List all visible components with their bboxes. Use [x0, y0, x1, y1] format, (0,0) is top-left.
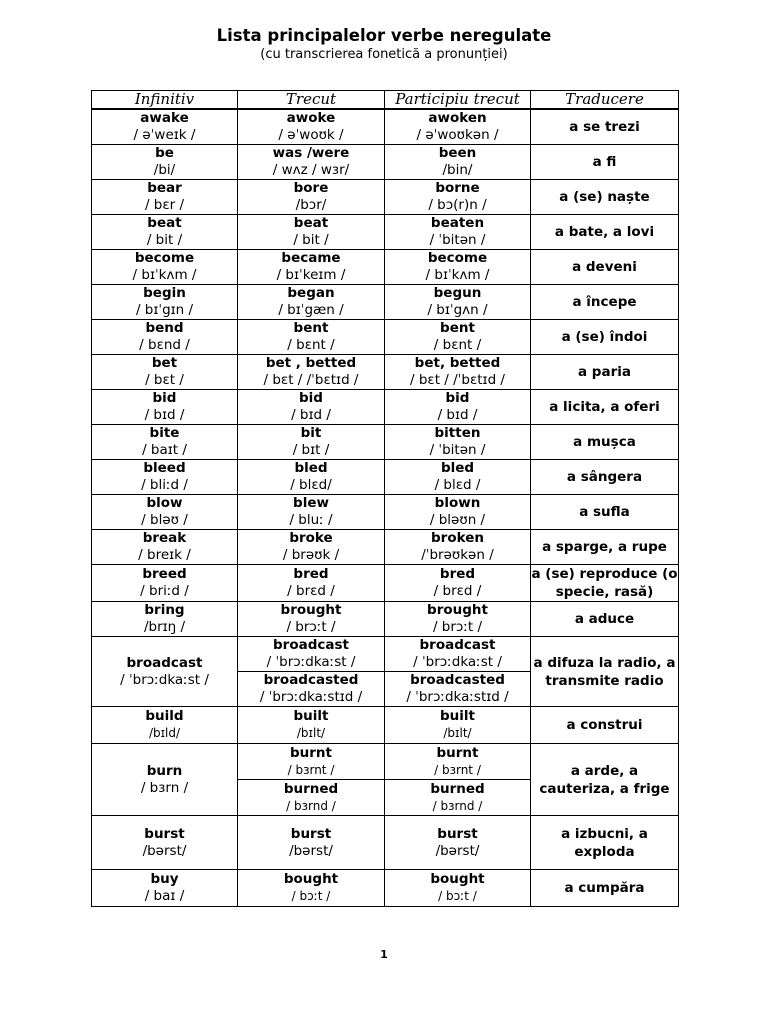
irregular-verbs-table — [91, 90, 679, 907]
verb-phonetic: / bləʊn / — [429, 512, 486, 528]
verb-word: beat — [293, 215, 329, 231]
cell-translation: a începe — [531, 285, 679, 320]
verb-word: begin — [143, 285, 186, 301]
verb-phonetic: / brəʊk / — [282, 547, 340, 563]
cell-infinitive — [92, 145, 238, 180]
cell-participle — [385, 109, 531, 145]
table-row — [92, 602, 679, 637]
cell-infinitive — [92, 390, 238, 425]
verb-word: been — [438, 145, 477, 161]
page-number: 1 — [380, 948, 388, 961]
verb-phonetic: / bɔ(r)n / — [428, 197, 487, 213]
table-row — [92, 355, 679, 390]
cell-past — [238, 780, 385, 816]
verb-phonetic: / bɛt / /ˈbɛtɪd / — [263, 372, 359, 388]
header-past-participle: Participiu trecut — [385, 91, 531, 110]
cell-translation: a sparge, a rupe — [531, 530, 679, 565]
verb-word: bite — [149, 425, 180, 441]
verb-word: beaten — [430, 215, 485, 231]
verb-word: bent — [293, 320, 329, 336]
cell-translation: a se trezi — [531, 109, 679, 145]
page-title: Lista principalelor verbe neregulate — [216, 26, 552, 45]
table-row — [92, 320, 679, 355]
verb-phonetic: / bɜrnt / — [287, 762, 335, 777]
verb-word: broadcast — [126, 654, 203, 671]
cell-infinitive — [92, 180, 238, 215]
cell-participle — [385, 870, 531, 907]
table-row — [92, 565, 679, 602]
verb-word: burnt — [436, 744, 479, 761]
verb-phonetic: / bɪˈgæn / — [278, 302, 344, 318]
verb-phonetic: / bɪˈgɪn / — [135, 302, 194, 318]
verb-phonetic: / əˈwoʊkən / — [416, 127, 499, 143]
verb-phonetic: /ˈbrəʊkən / — [421, 547, 494, 563]
cell-infinitive — [92, 285, 238, 320]
verb-word: built — [440, 708, 475, 724]
cell-participle — [385, 565, 531, 602]
verb-phonetic: /bərst/ — [142, 842, 187, 859]
verb-word: bought — [430, 871, 485, 887]
verb-phonetic: / bliːd / — [141, 477, 188, 493]
verb-phonetic: /bərst/ — [289, 842, 333, 859]
cell-infinitive — [92, 870, 238, 907]
verb-phonetic: / bɛnt / — [433, 337, 482, 353]
verb-phonetic: / bɛr / — [144, 197, 185, 213]
verb-phonetic: / əˈwoʊk / — [278, 127, 344, 143]
verb-word: become — [427, 250, 488, 266]
cell-translation: a deveni — [531, 250, 679, 285]
verb-phonetic: / brɛd / — [433, 583, 482, 599]
cell-past — [238, 425, 385, 460]
cell-translation: a arde, a cauteriza, a frige — [531, 744, 679, 816]
table-row — [92, 425, 679, 460]
verb-word: blown — [434, 495, 481, 511]
cell-translation: a paria — [531, 355, 679, 390]
verb-word: burst — [144, 825, 185, 842]
verb-phonetic: / bɛt / — [145, 372, 184, 388]
cell-past — [238, 495, 385, 530]
verb-phonetic: / baɪt / — [142, 442, 187, 458]
header-translation: Traducere — [531, 91, 679, 110]
header-infinitive: Infinitiv — [92, 91, 238, 110]
verb-word: broadcasted — [410, 672, 505, 688]
verb-word: broadcasted — [263, 672, 359, 688]
verb-word: broke — [289, 530, 333, 546]
verb-word: bid — [299, 390, 323, 406]
verb-phonetic: / blɛd/ — [290, 477, 332, 493]
verb-word: bought — [283, 871, 339, 887]
cell-past — [238, 460, 385, 495]
verb-phonetic: / bɔːt / — [291, 889, 331, 903]
cell-participle — [385, 180, 531, 215]
cell-participle — [385, 425, 531, 460]
table-row — [92, 250, 679, 285]
verb-phonetic: / bɪˈgʌn / — [427, 302, 488, 318]
cell-infinitive — [92, 637, 238, 707]
cell-past — [238, 355, 385, 390]
verb-word: awoke — [286, 110, 336, 126]
verb-word: awake — [140, 110, 189, 126]
cell-past — [238, 109, 385, 145]
table-row-build — [92, 707, 679, 744]
cell-translation: a izbucni, a exploda — [531, 816, 679, 870]
cell-translation: a mușca — [531, 425, 679, 460]
verb-word: bet, betted — [414, 355, 501, 371]
cell-translation: a (se) îndoi — [531, 320, 679, 355]
verb-phonetic: /bərst/ — [435, 842, 480, 859]
verb-word: bleed — [143, 460, 186, 476]
table-row — [92, 145, 679, 180]
verb-phonetic: / əˈweɪk / — [133, 127, 196, 143]
page-subtitle: (cu transcrierea fonetică a pronunției) — [260, 47, 508, 62]
cell-past — [238, 145, 385, 180]
cell-participle — [385, 320, 531, 355]
verb-phonetic: / bɜrnd / — [432, 798, 483, 813]
verb-word: burst — [437, 825, 478, 842]
cell-participle — [385, 215, 531, 250]
table-row-broadcast — [92, 637, 679, 672]
cell-infinitive — [92, 460, 238, 495]
verb-word: break — [142, 530, 187, 546]
verb-word: broadcast — [419, 637, 496, 653]
verb-word: bled — [440, 460, 475, 476]
verb-phonetic: / brɔːt / — [286, 619, 336, 635]
cell-infinitive — [92, 816, 238, 870]
verb-phonetic: / bɜrn / — [140, 779, 189, 796]
verb-word: bred — [293, 566, 329, 582]
verb-word: be — [155, 145, 174, 161]
table-row — [92, 495, 679, 530]
cell-participle — [385, 495, 531, 530]
verb-phonetic: / bɜrnd / — [286, 798, 336, 813]
verb-word: blew — [293, 495, 329, 511]
verb-phonetic: / brɛd / — [287, 583, 335, 599]
verb-word: built — [293, 708, 329, 724]
verb-phonetic: / ˈbrɔːdkaːstɪd / — [259, 689, 363, 705]
cell-infinitive — [92, 744, 238, 816]
cell-infinitive — [92, 215, 238, 250]
cell-participle — [385, 145, 531, 180]
verb-phonetic: / ˈbitən / — [429, 442, 486, 458]
cell-past — [238, 816, 385, 870]
cell-participle — [385, 460, 531, 495]
verb-phonetic: / blɛd / — [434, 477, 481, 493]
cell-past — [238, 602, 385, 637]
cell-past — [238, 707, 385, 744]
cell-past — [238, 565, 385, 602]
verb-phonetic: /bɪld/ — [148, 726, 181, 740]
table-row — [92, 460, 679, 495]
verb-word: bet , betted — [265, 355, 357, 371]
verb-phonetic: / ˈbitən / — [429, 232, 486, 248]
cell-translation: a construi — [531, 707, 679, 744]
header-past: Trecut — [238, 91, 385, 110]
cell-infinitive — [92, 707, 238, 744]
verb-word: bid — [445, 390, 470, 406]
cell-participle — [385, 707, 531, 744]
cell-past — [238, 390, 385, 425]
verb-phonetic: / ˈbrɔːdkaːst / — [266, 654, 356, 670]
cell-translation: a fi — [531, 145, 679, 180]
cell-participle — [385, 355, 531, 390]
cell-past — [238, 870, 385, 907]
table-row-burst — [92, 816, 679, 870]
verb-word: bet — [151, 355, 178, 371]
cell-participle — [385, 816, 531, 870]
verb-phonetic: / bit / — [293, 232, 329, 248]
cell-past — [238, 250, 385, 285]
cell-translation: a cumpăra — [531, 870, 679, 907]
verb-word: bitten — [434, 425, 481, 441]
cell-translation: a licita, a oferi — [531, 390, 679, 425]
cell-participle — [385, 602, 531, 637]
cell-past — [238, 530, 385, 565]
verb-word: burned — [283, 780, 339, 797]
cell-translation: a difuza la radio, a transmite radio — [531, 637, 679, 707]
cell-translation: a aduce — [531, 602, 679, 637]
verb-phonetic: / bɪt / — [292, 442, 330, 458]
verb-word: burn — [146, 762, 183, 779]
verb-phonetic: / breɪk / — [138, 547, 191, 563]
verb-word: bear — [147, 180, 182, 196]
verb-phonetic: / briːd / — [140, 583, 189, 599]
cell-infinitive — [92, 250, 238, 285]
cell-infinitive — [92, 530, 238, 565]
cell-past — [238, 637, 385, 672]
verb-phonetic: / ˈbrɔːdkaːst / — [413, 654, 502, 670]
cell-infinitive — [92, 602, 238, 637]
cell-translation: a sufla — [531, 495, 679, 530]
verb-word: become — [134, 250, 195, 266]
verb-phonetic: / wʌz / wɜr/ — [272, 162, 350, 178]
table-row — [92, 109, 679, 145]
verb-word: bend — [145, 320, 184, 336]
cell-translation: a (se) naște — [531, 180, 679, 215]
table-row — [92, 180, 679, 215]
cell-past — [238, 215, 385, 250]
verb-word: blow — [146, 495, 183, 511]
verb-word: became — [281, 250, 341, 266]
cell-translation: a sângera — [531, 460, 679, 495]
verb-phonetic: /bi/ — [153, 162, 176, 178]
verb-phonetic: /bin/ — [442, 162, 473, 178]
verb-phonetic: / bɔːt / — [438, 889, 477, 903]
cell-participle — [385, 637, 531, 672]
verb-word: was /were — [272, 145, 350, 161]
verb-word: brought — [427, 602, 488, 618]
cell-past — [238, 744, 385, 780]
verb-phonetic: / bluː / — [289, 512, 333, 528]
cell-past — [238, 285, 385, 320]
table-row — [92, 285, 679, 320]
verb-phonetic: / baɪ / — [144, 888, 185, 904]
table-header-row — [92, 91, 679, 110]
verb-phonetic: /bɔr/ — [295, 197, 327, 213]
verb-phonetic: / bləʊ / — [141, 512, 188, 528]
cell-infinitive — [92, 320, 238, 355]
cell-translation: a bate, a lovi — [531, 215, 679, 250]
verb-word: burned — [430, 780, 485, 797]
verb-word: began — [287, 285, 335, 301]
verb-word: bore — [293, 180, 329, 196]
verb-word: beat — [147, 215, 182, 231]
verb-word: brought — [280, 602, 342, 618]
verb-word: broadcast — [273, 637, 349, 653]
cell-infinitive — [92, 355, 238, 390]
cell-past — [238, 320, 385, 355]
verb-phonetic: / bɛnd / — [139, 337, 190, 353]
verb-word: bred — [439, 566, 476, 582]
cell-translation: a (se) reproduce (o specie, rasă) — [531, 566, 678, 600]
cell-participle — [385, 672, 531, 707]
verb-phonetic: / ˈbrɔːdkaːstɪd / — [406, 689, 509, 705]
cell-infinitive — [92, 109, 238, 145]
verb-phonetic: / ˈbrɔːdkaːst / — [120, 671, 209, 688]
table-row-buy — [92, 870, 679, 907]
verb-word: bent — [440, 320, 475, 336]
verb-phonetic: / bɛt / /ˈbɛtɪd / — [410, 372, 505, 388]
table-row — [92, 390, 679, 425]
verb-word: bit — [300, 425, 322, 441]
cell-participle — [385, 390, 531, 425]
verb-phonetic: / bit / — [146, 232, 183, 248]
cell-participle — [385, 780, 531, 816]
verb-word: burnt — [290, 744, 332, 761]
table-row-burn — [92, 744, 679, 780]
verb-word: broken — [431, 530, 484, 546]
table-row — [92, 530, 679, 565]
verb-phonetic: / bɪˈkʌm / — [132, 267, 197, 283]
verb-word: burst — [290, 825, 332, 842]
verb-phonetic: / bɛnt / — [287, 337, 335, 353]
cell-infinitive — [92, 495, 238, 530]
cell-participle — [385, 744, 531, 780]
verb-phonetic: / bɪd / — [144, 407, 185, 423]
verb-word: bring — [144, 602, 185, 618]
verb-phonetic: / brɔːt / — [432, 619, 483, 635]
cell-infinitive — [92, 425, 238, 460]
verb-word: build — [145, 708, 184, 724]
table-row — [92, 215, 679, 250]
verb-phonetic: / bɪd / — [437, 407, 478, 423]
cell-participle — [385, 285, 531, 320]
verb-phonetic: /brɪŋ / — [143, 619, 186, 635]
cell-participle — [385, 530, 531, 565]
verb-phonetic: /bɪlt/ — [443, 726, 472, 740]
verb-phonetic: / bɪd / — [291, 407, 331, 423]
cell-infinitive — [92, 565, 238, 602]
verb-word: begun — [433, 285, 482, 301]
verb-phonetic: / bɪˈkʌm / — [425, 267, 490, 283]
cell-past — [238, 180, 385, 215]
verb-phonetic: / bɜrnt / — [434, 762, 481, 777]
verb-phonetic: / bɪˈkeɪm / — [276, 267, 346, 283]
verb-word: awoken — [428, 110, 487, 126]
verb-word: buy — [150, 871, 179, 887]
verb-word: bid — [152, 390, 177, 406]
verb-word: borne — [435, 180, 480, 196]
verb-word: bled — [294, 460, 328, 476]
verb-phonetic: /bɪlt/ — [296, 726, 326, 740]
verb-word: breed — [142, 566, 187, 582]
cell-past — [238, 672, 385, 707]
cell-participle — [385, 250, 531, 285]
